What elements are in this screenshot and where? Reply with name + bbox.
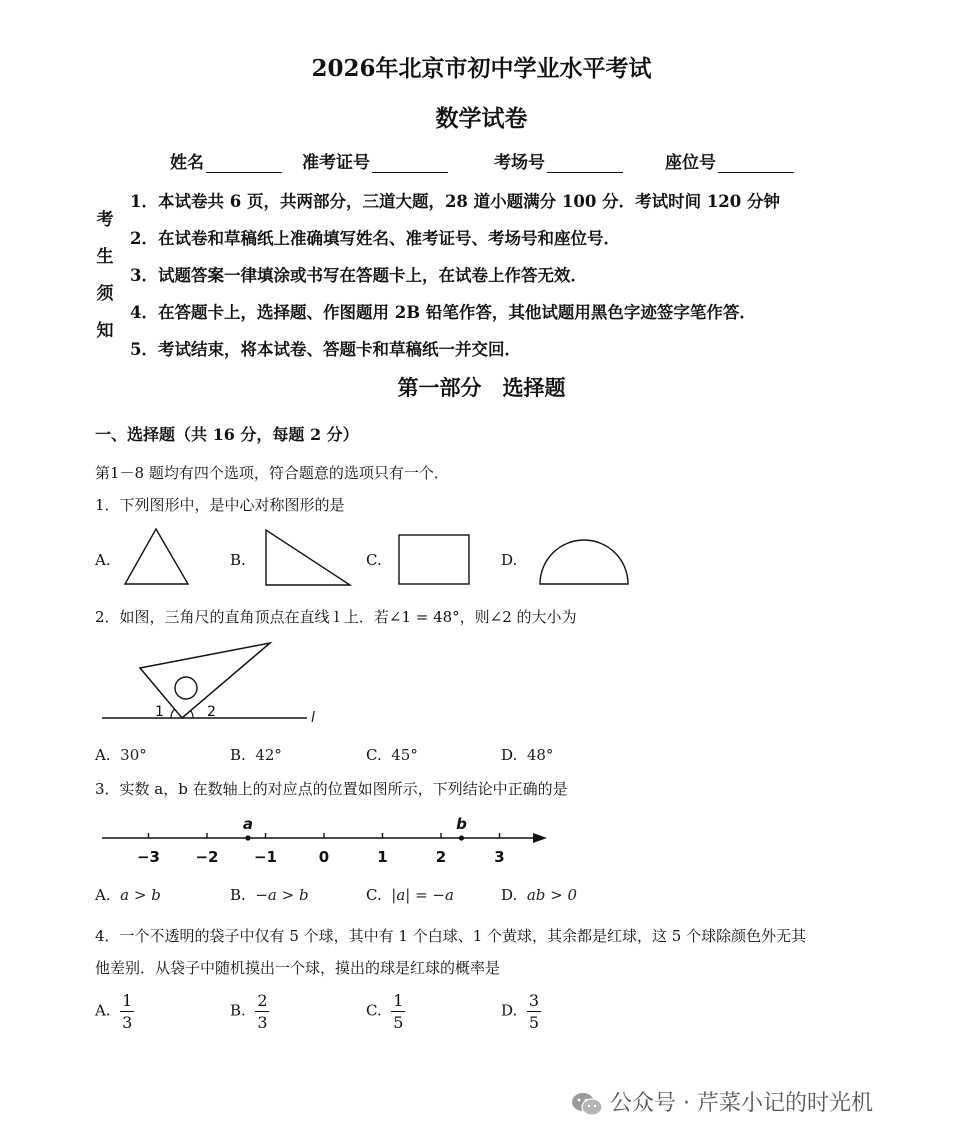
fraction-numerator: 1 [122,991,133,1010]
q4-option-d [501,992,541,1031]
q4-option-d-fraction [527,992,541,1031]
seat-field-blank [718,154,794,173]
q2-option-a-letter: A. [95,746,111,764]
fraction-bar [255,1011,269,1012]
notice-side-char: 知 [96,321,114,341]
number-line-figure [95,808,555,870]
q4-option-a-letter: A. [95,1001,111,1020]
q3-option-a-letter: A. [95,886,111,904]
number-line-tick-label: −1 [253,848,278,866]
q1-option-c: C. [366,551,382,569]
number-line-tick-label: 2 [435,848,447,866]
q3-option-b-value: −a > b [255,886,309,904]
q2-option-d-value: 48° [526,746,554,764]
number-line-tick-label: 1 [377,848,388,866]
q4-option-b-letter: B. [230,1001,246,1020]
exam-id-field-blank [372,154,448,173]
q4-option-a-fraction [120,992,134,1031]
fraction-denominator: 3 [122,1013,133,1032]
notice-item: 1．本试卷共 6 页，共两部分，三道大题，28 道小题满分 100 分．考试时间 120 分钟 [130,192,781,211]
section-title: 一、选择题（共 16 分，每题 2 分） [95,425,359,444]
q2-stem: 2．如图，三角尺的直角顶点在直线 l 上．若∠1 = 48°，则∠2 的大小为 [95,608,577,626]
q3-option-d-letter: D. [501,886,518,904]
q1-option-d: D. [501,551,518,569]
line-l-label: l [311,710,315,726]
number-line-tick-label: −2 [195,848,219,866]
exam-id-field-label: 准考证号 [302,153,370,173]
number-line-arrow [533,833,547,843]
q3-option-a-value: a > b [120,886,161,904]
notice-side-char: 生 [96,247,114,267]
q2-option-c-value: 45° [391,746,418,764]
q2-option-a-value: 30° [120,746,147,764]
q1-option-b: B. [230,551,246,569]
notice-item: 2．在试卷和草稿纸上准确填写姓名、准考证号、考场号和座位号． [130,229,620,248]
number-line-point-b [459,835,464,840]
q2-option-b-value: 42° [255,746,282,764]
q3-option-b-letter: B. [230,886,246,904]
q4-stem-line1: 4．一个不透明的袋子中仅有 5 个球，其中有 1 个白球、1 个黄球，其余都是红球，这 5 个球除颜色外无其 [95,927,807,945]
name-field [170,148,282,173]
q2-option-d-letter: D. [501,746,518,764]
angle-2-arc [190,710,193,718]
angle-1-arc [171,709,175,718]
name-field-label: 姓名 [170,153,204,173]
angle-2-label: 2 [207,704,216,720]
number-line-point-label: a [242,815,254,833]
q3-option-a [95,886,161,904]
q2-option-b-letter: B. [230,746,246,764]
q1-stem: 1．下列图形中，是中心对称图形的是 [95,496,345,514]
rectangle-figure [395,530,475,590]
right-triangle-figure [262,525,356,589]
q3-option-b [230,886,309,904]
exam-title: 2026年北京市初中学业水平考试 [311,55,652,82]
triangle-figure [120,525,192,589]
q2-option-c-letter: C. [366,746,382,764]
name-field-blank [206,154,282,173]
notice-side-char: 须 [96,284,114,304]
watermark-text: 公众号 · 芹菜小记的时光机 [610,1091,873,1116]
section-instruction: 第1－8 题均有四个选项，符合题意的选项只有一个． [95,464,449,482]
triangle-ruler-figure [95,638,325,726]
q4-option-a [95,992,134,1031]
part-title: 第一部分 选择题 [397,375,566,400]
q3-option-d [501,886,577,904]
q4-option-b [230,992,270,1031]
fraction-bar [527,1011,541,1012]
q2-option-d [501,746,553,764]
wechat-icon [570,1091,604,1117]
fraction-bar [120,1011,134,1012]
fraction-numerator: 3 [528,991,539,1010]
exam-room-field-label: 考场号 [494,153,545,173]
exam-room-field-blank [547,154,623,173]
q4-option-c-fraction [391,992,405,1031]
fraction-denominator: 5 [528,1013,539,1032]
q3-option-c-value: |a| = −a [391,886,454,904]
angle-1-label: 1 [155,704,164,720]
notice-item: 3．试题答案一律填涂或书写在答题卡上，在试卷上作答无效． [130,266,587,285]
exam-subtitle: 数学试卷 [435,105,528,132]
seat-field [665,148,794,173]
exam-room-field [494,148,623,173]
q1-option-a: A. [95,551,111,569]
q2-option-c [366,746,418,764]
watermark [570,1086,873,1117]
q3-option-d-value: ab > 0 [526,886,578,904]
q3-stem: 3．实数 a，b 在数轴上的对应点的位置如图所示，下列结论中正确的是 [95,780,568,798]
fraction-numerator: 1 [393,991,404,1010]
ruler-hole [175,677,197,699]
notice-item: 4．在答题卡上，选择题、作图题用 2B 铅笔作答，其他试题用黑色字迹签字笔作答． [130,303,756,322]
q4-option-c [366,992,405,1031]
exam-id-field [302,148,448,173]
q3-option-c-letter: C. [366,886,382,904]
seat-field-label: 座位号 [665,153,716,173]
number-line-tick-label: −3 [136,848,161,866]
semicircle-figure [535,530,633,590]
q4-option-b-fraction [255,992,269,1031]
notice-side-char: 考 [96,210,114,230]
fraction-denominator: 3 [257,1013,268,1032]
q2-option-a [95,746,147,764]
number-line-tick-label: 3 [494,848,505,866]
q2-option-b [230,746,282,764]
q3-option-c [366,886,454,904]
fraction-numerator: 2 [257,991,268,1010]
notice-side-label [95,202,115,350]
fraction-denominator: 5 [393,1013,404,1032]
number-line-tick-label: 0 [318,848,330,866]
q4-stem-line2: 他差别．从袋子中随机摸出一个球，摸出的球是红球的概率是 [95,959,501,977]
number-line-point-a [245,835,250,840]
number-line-point-label: b [456,815,467,833]
fraction-bar [391,1011,405,1012]
q4-option-c-letter: C. [366,1001,382,1020]
notice-item: 5．考试结束，将本试卷、答题卡和草稿纸一并交回． [130,340,521,359]
q4-option-d-letter: D. [501,1001,518,1020]
